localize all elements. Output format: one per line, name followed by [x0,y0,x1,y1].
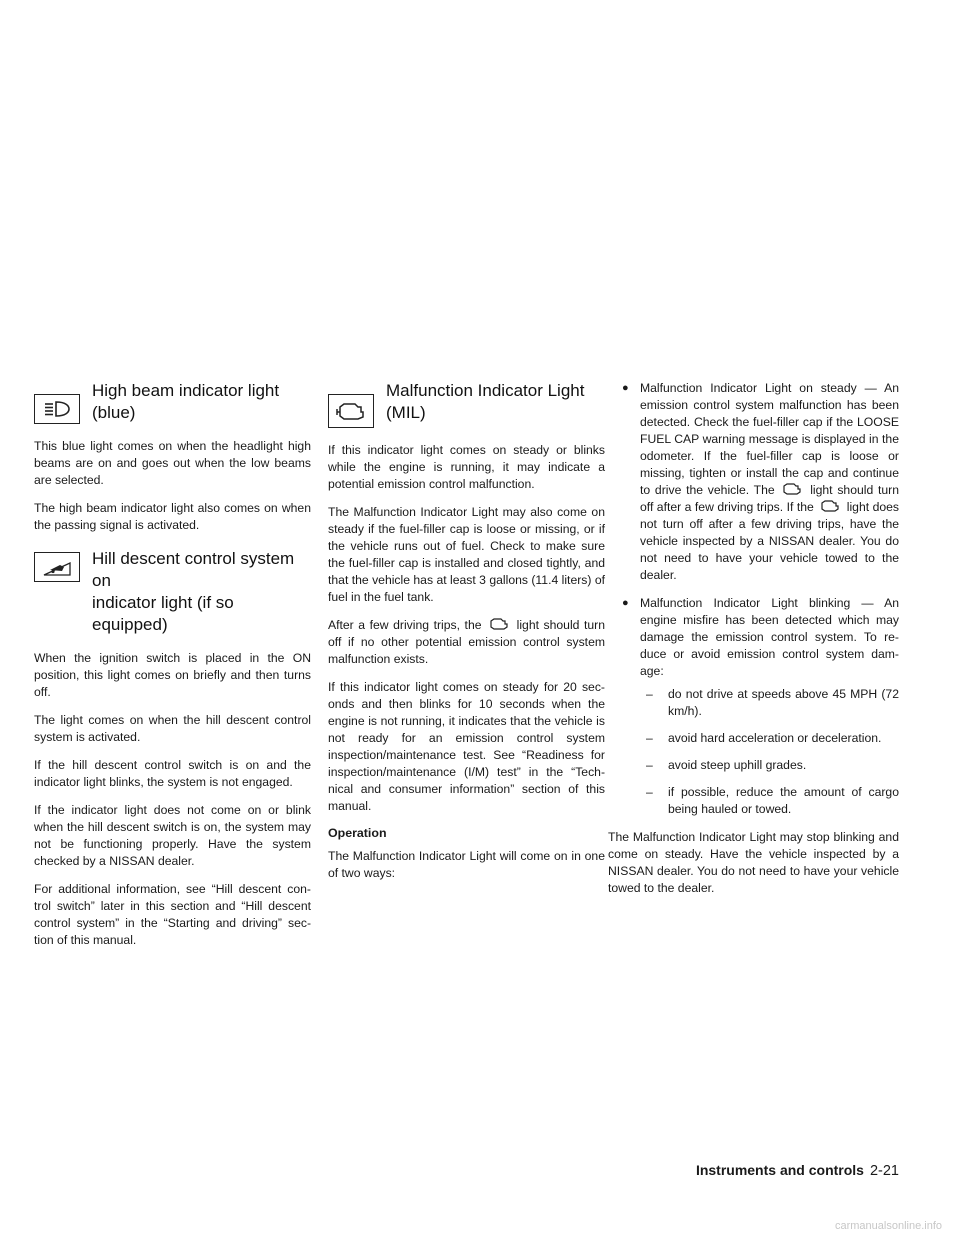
mil-title: Malfunction Indicator Light (MIL) [386,381,585,422]
dash-list [640,686,899,818]
page-number: 2-21 [869,1163,899,1179]
paragraph: If this indicator light comes on steady or blinks while the engine is running, it may indicate a potential emission control malfunction. [328,443,605,491]
paragraph: For additional information, see “Hill descent con- trol switch” later in this section and “Hill descent control system” in the “Starting and driving” sec- tion of this manual. [34,882,311,947]
hill-descent-icon [34,552,80,582]
paragraph: If this indicator light comes on steady for 20 sec- onds and then blinks for 10 seconds when the engine is not running, it indicates that the vehicle is not ready for an emission control system inspection/maintenance test. See “Readiness for inspection/maintenance (I/M) test” in the “Tech- nical and consumer information” section of this manual. [328,680,605,813]
column-middle [328,380,605,893]
footer-section-label: Instruments and controls [695,1162,864,1178]
paragraph: If the hill descent control switch is on and the indicator light blinks, the system is not engaged. [34,758,311,789]
high-beam-section-header [34,380,311,424]
list-item: ● Malfunction Indicator Light on steady — An emission control system malfunction has been detected. Check the fuel-filler cap if the LOOSE FUEL CAP warning message is displayed in the odometer. If the fuel-filler cap is loose or missing, tighten or install the cap and continue to drive the vehicle. The light should turn off after a few driving trips. If the light does not turn off after a few driving trips, have the vehicle inspected by a NISSAN dealer. You do not need to have your vehicle towed to the dealer. [622,380,899,584]
high-beam-title: High beam indicator light (blue) [92,381,280,422]
operation-subheading: Operation [328,826,387,840]
mil-section-header [328,380,605,428]
paragraph: If the indicator light does not come on or blink when the hill descent switch is on, the system may not be functioning properly. Have the system checked by a NISSAN dealer. [34,803,311,868]
page-footer [622,1162,899,1179]
hill-descent-title: Hill descent control system on indicator light (if so equipped) [92,549,295,634]
paragraph: The high beam indicator light also comes on when the passing signal is activated. [34,501,311,532]
paragraph: After a few driving trips, the light should turn off if no other potential emission control system malfunction exists. [328,618,606,666]
list-item: ● Malfunction Indicator Light blinking — An engine misfire has been detected which may damage the emission control system. To re- duce or avoid emission control system dam- age: – do not drive at speeds above 45 MPH (72 km/h). – avoid hard acceleration or deceleration. – avoid steep uphill grades. – if possible, reduce the amount of cargo being hauled or towed. [622,595,899,818]
high-beam-icon [34,394,80,424]
paragraph: This blue light comes on when the headlight high beams are on and goes out when the low beams are selected. [34,439,311,487]
list-item: – do not drive at speeds above 45 MPH (72 km/h). [640,686,899,720]
list-item: – if possible, reduce the amount of cargo being hauled or towed. [640,784,899,818]
column-left [34,380,311,960]
engine-mil-icon [817,499,843,513]
paragraph: The Malfunction Indicator Light will come on in one of two ways: [328,849,605,880]
engine-mil-icon [328,394,374,428]
list-item: – avoid hard acceleration or deceleration. [640,730,899,747]
paragraph: The Malfunction Indicator Light may also come on steady if the fuel-filler cap is loose or missing, or if the vehicle runs out of fuel. Check to make sure the fuel-filler cap is installed and closed tightly, and that the vehicle has at least 3 gallons (11.4 liters) of fuel in the fuel tank. [328,505,605,604]
paragraph: The light comes on when the hill descent control system is activated. [34,713,311,744]
watermark: carmanualsonline.info [834,1220,942,1232]
engine-mil-icon [779,482,805,496]
paragraph: The Malfunction Indicator Light may stop blinking and come on steady. Have the vehicle inspected by a NISSAN dealer. You do not need to have your vehicle towed to the dealer. [608,830,899,895]
paragraph: When the ignition switch is placed in the ON position, this light comes on briefly and then turns off. [34,651,311,699]
column-right [608,380,900,908]
list-item: – avoid steep uphill grades. [640,757,899,774]
hill-descent-section-header [34,548,311,636]
engine-mil-icon [486,617,512,631]
bullet-list [622,380,899,818]
